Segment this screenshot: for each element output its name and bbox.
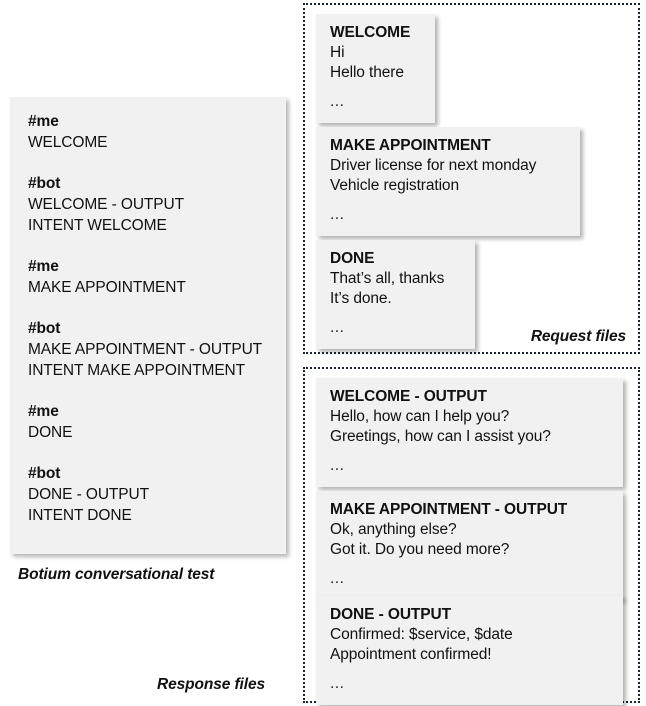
response-file-line: Greetings, how can I assist you? bbox=[330, 428, 551, 445]
response-file-ellipsis: ... bbox=[330, 570, 345, 587]
response-file-title: MAKE APPOINTMENT - OUTPUT bbox=[330, 501, 568, 518]
conversation-turn-line: MAKE APPOINTMENT bbox=[28, 279, 186, 296]
conversation-turn-line: WELCOME bbox=[28, 134, 108, 151]
conversation-turn-line: INTENT DONE bbox=[28, 507, 132, 524]
request-file-ellipsis: ... bbox=[330, 206, 345, 223]
response-files-caption: Response files bbox=[157, 676, 266, 693]
request-files-caption: Request files bbox=[530, 328, 626, 345]
request-file-title: WELCOME bbox=[330, 24, 411, 41]
request-file-line: Driver license for next monday bbox=[330, 157, 537, 174]
conversation-turn bbox=[28, 256, 286, 298]
conversation-turn-line: DONE bbox=[28, 424, 73, 441]
request-file-line: Hello there bbox=[330, 64, 404, 81]
conversation-panel-caption: Botium conversational test bbox=[18, 566, 215, 583]
conversation-turn-line: MAKE APPOINTMENT - OUTPUT bbox=[28, 341, 263, 358]
response-file-line: Hello, how can I help you? bbox=[330, 408, 510, 425]
request-file-ellipsis: ... bbox=[330, 319, 345, 336]
request-file-line: Vehicle registration bbox=[330, 177, 459, 194]
request-file-ellipsis: ... bbox=[330, 93, 345, 110]
response-file-card bbox=[316, 378, 623, 487]
response-file-line: Appointment confirmed! bbox=[330, 646, 492, 663]
conversation-turn-speaker: #me bbox=[28, 403, 59, 420]
conversation-turn-speaker: #bot bbox=[28, 465, 61, 482]
response-file-line: Got it. Do you need more? bbox=[330, 541, 510, 558]
response-file-card bbox=[316, 596, 623, 705]
conversation-turn-speaker: #bot bbox=[28, 320, 61, 337]
conversation-script-panel bbox=[10, 97, 286, 554]
conversation-turn bbox=[28, 318, 286, 381]
conversation-turn-speaker: #me bbox=[28, 258, 59, 275]
response-file-ellipsis: ... bbox=[330, 675, 345, 692]
request-file-title: MAKE APPOINTMENT bbox=[330, 137, 491, 154]
conversation-turn-line: DONE - OUTPUT bbox=[28, 486, 149, 503]
request-file-title: DONE bbox=[330, 250, 375, 267]
response-file-ellipsis: ... bbox=[330, 457, 345, 474]
response-file-title: DONE - OUTPUT bbox=[330, 606, 451, 623]
conversation-turn bbox=[28, 173, 286, 236]
request-file-line: That’s all, thanks bbox=[330, 270, 445, 287]
response-file-line: Confirmed: $service, $date bbox=[330, 626, 513, 643]
response-file-line: Ok, anything else? bbox=[330, 521, 457, 538]
conversation-turn bbox=[28, 401, 286, 443]
request-file-card bbox=[316, 240, 475, 349]
conversation-turn-line: WELCOME - OUTPUT bbox=[28, 196, 184, 213]
request-file-line: It’s done. bbox=[330, 290, 392, 307]
conversation-turn-line: INTENT MAKE APPOINTMENT bbox=[28, 362, 246, 379]
conversation-turn-speaker: #me bbox=[28, 113, 59, 130]
conversation-turn bbox=[28, 463, 286, 526]
request-file-card bbox=[316, 127, 580, 236]
conversation-turn-line: INTENT WELCOME bbox=[28, 217, 167, 234]
response-file-card bbox=[316, 491, 623, 600]
conversation-turn-speaker: #bot bbox=[28, 175, 61, 192]
request-file-card bbox=[316, 14, 435, 123]
conversation-turn bbox=[28, 111, 286, 153]
request-file-line: Hi bbox=[330, 44, 345, 61]
response-file-title: WELCOME - OUTPUT bbox=[330, 388, 487, 405]
